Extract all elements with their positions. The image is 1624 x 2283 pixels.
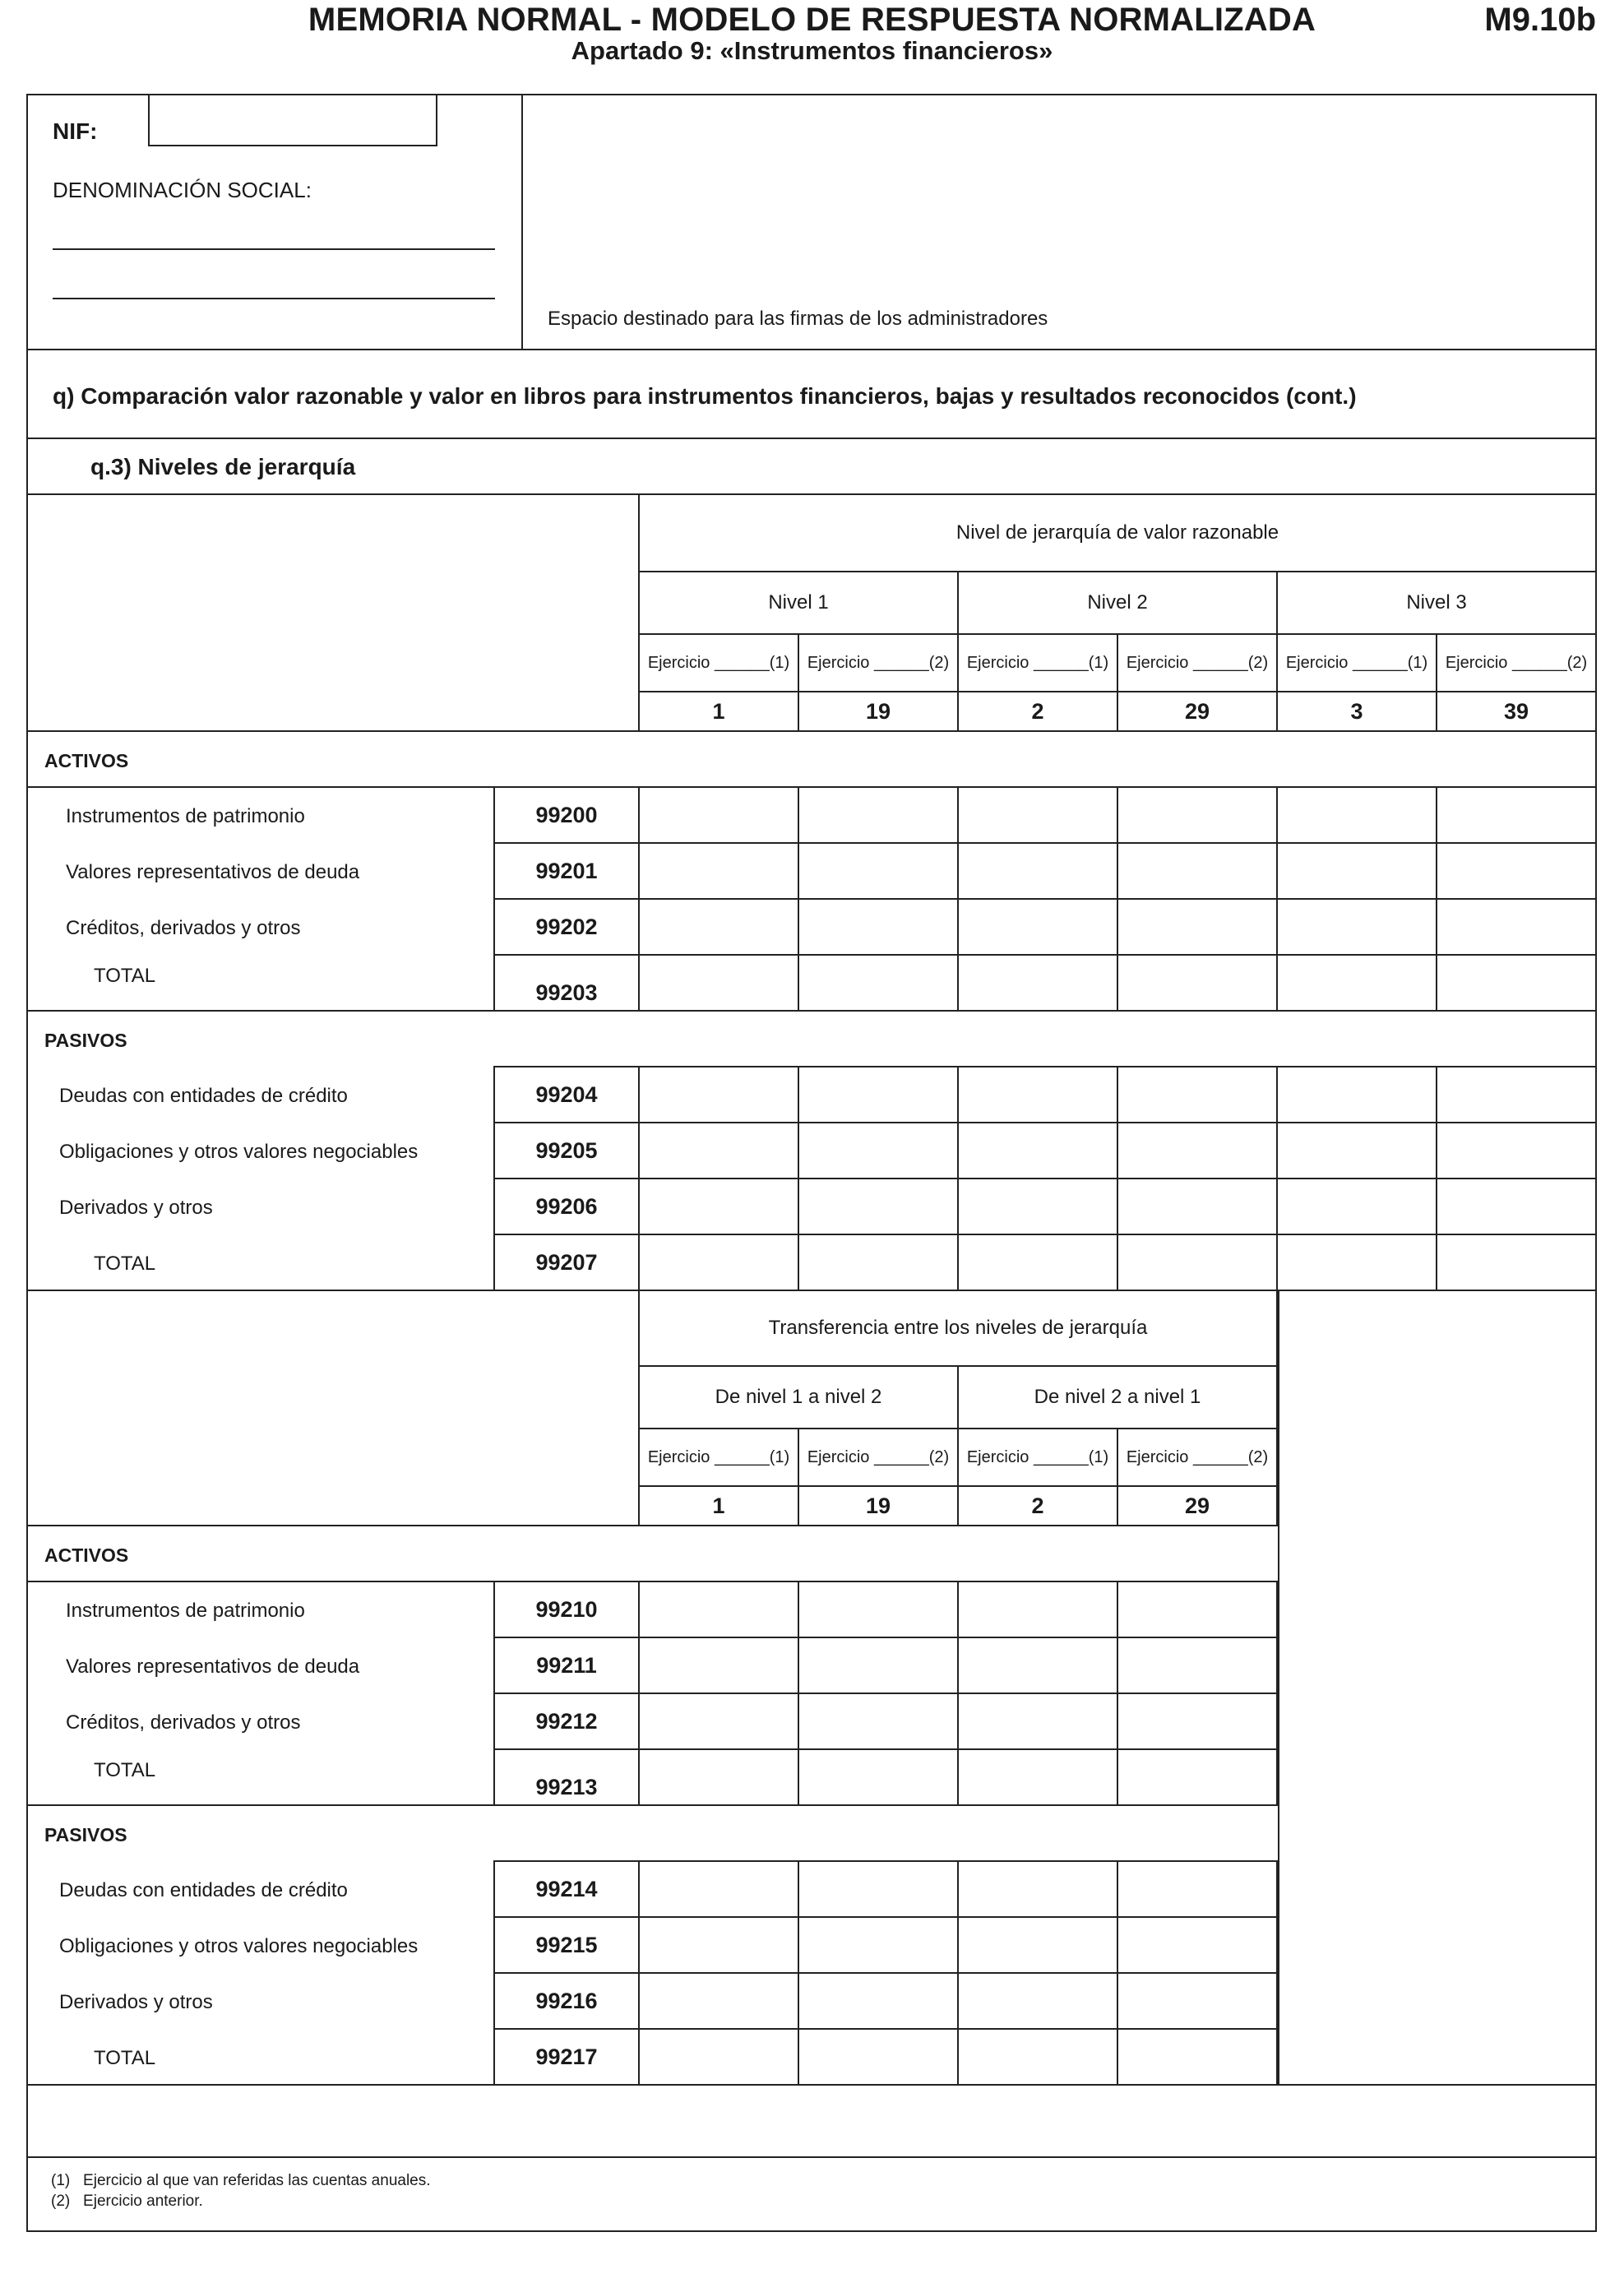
table1-input-cell[interactable]: [798, 786, 959, 844]
table1-input-cell[interactable]: [798, 1234, 959, 1291]
table1-level-2: Nivel 2: [957, 571, 1278, 635]
table1-input-cell[interactable]: [1276, 1178, 1437, 1235]
table1-input-cell[interactable]: [638, 1178, 799, 1235]
table2-input-cell[interactable]: [957, 1748, 1118, 1806]
table2-input-cell[interactable]: [957, 1972, 1118, 2030]
table1-input-cell[interactable]: [798, 954, 959, 1012]
table1-row-label: Deudas con entidades de crédito: [59, 1085, 348, 1107]
identity-divider: [521, 94, 523, 350]
section-title-line: [26, 438, 1597, 439]
section-title: q) Comparación valor razonable y valor en libros para instrumentos financieros, bajas y resultados reconocidos (cont.): [53, 383, 1357, 409]
table2-col-number: 29: [1117, 1485, 1278, 1526]
footnotes-divider: [26, 2156, 1597, 2158]
table2-input-cell[interactable]: [957, 1693, 1118, 1750]
footnote-2: (2) Ejercicio anterior.: [51, 2193, 203, 2210]
table1-level-3: Nivel 3: [1276, 571, 1597, 635]
table1-row-label: Valores representativos de deuda: [66, 861, 360, 883]
nif-label: NIF:: [53, 118, 98, 144]
table1-input-cell[interactable]: [1436, 1234, 1597, 1291]
table2-row-code: 99210: [493, 1581, 640, 1638]
table2-col-number: 1: [638, 1485, 799, 1526]
table2-input-cell[interactable]: [798, 1693, 959, 1750]
table1-activos-bottom: [26, 1010, 1597, 1012]
table1-input-cell[interactable]: [1436, 1122, 1597, 1179]
table2-ejercicio[interactable]: Ejercicio ______(2): [798, 1428, 959, 1487]
table2-input-cell[interactable]: [957, 1916, 1118, 1974]
table2-input-cell[interactable]: [957, 2028, 1118, 2086]
table1-row-code: 99201: [493, 842, 640, 900]
table1-input-cell[interactable]: [957, 1122, 1118, 1179]
table1-row-code: 99200: [493, 786, 640, 844]
table1-input-cell[interactable]: [1276, 1122, 1437, 1179]
table1-input-cell[interactable]: [798, 898, 959, 956]
table1-row-code: 99202: [493, 898, 640, 956]
table1-input-cell[interactable]: [957, 1066, 1118, 1123]
table1-ejercicio[interactable]: Ejercicio ______(2): [1117, 633, 1278, 692]
table1-row-code: 99205: [493, 1122, 640, 1179]
table2-row-code: 99215: [493, 1916, 640, 1974]
table2-right-border: [1278, 1290, 1279, 2086]
table1-input-cell[interactable]: [638, 898, 799, 956]
table2-level-1-to-2: De nivel 1 a nivel 2: [638, 1365, 959, 1429]
table1-input-cell[interactable]: [1276, 842, 1437, 900]
table1-row-label: Créditos, derivados y otros: [66, 917, 301, 939]
table1-input-cell[interactable]: [638, 842, 799, 900]
table2-total-label: TOTAL: [94, 2047, 156, 2069]
form-title: MEMORIA NORMAL - MODELO DE RESPUESTA NORMALIZADA: [308, 2, 1316, 38]
table1-col-number: 39: [1436, 691, 1597, 732]
table1-row-label: Instrumentos de patrimonio: [66, 805, 305, 827]
table2-activos-label: ACTIVOS: [44, 1544, 129, 1566]
table2-col-number: 2: [957, 1485, 1118, 1526]
nif-input[interactable]: [148, 94, 437, 146]
table2-input-cell[interactable]: [638, 1748, 799, 1806]
table1-input-cell[interactable]: [798, 1066, 959, 1123]
table2-bottom: [26, 2084, 1597, 2086]
table1-input-cell[interactable]: [1117, 1122, 1278, 1179]
table1-input-cell[interactable]: [1117, 1234, 1278, 1291]
table2-row-code: 99211: [493, 1637, 640, 1694]
table1-input-cell[interactable]: [1276, 954, 1437, 1012]
identity-bottom-line: [26, 349, 1597, 350]
table1-input-cell[interactable]: [1117, 1066, 1278, 1123]
table2-input-cell[interactable]: [798, 1860, 959, 1918]
table1-pasivos-label: PASIVOS: [44, 1030, 127, 1051]
table2-row-label: Instrumentos de patrimonio: [66, 1600, 305, 1622]
table2-input-cell[interactable]: [798, 1748, 959, 1806]
table2-input-cell[interactable]: [798, 1581, 959, 1638]
table2-row-code: 99216: [493, 1972, 640, 2030]
table2-row-code: 99217: [493, 2028, 640, 2086]
table2-input-cell[interactable]: [798, 1972, 959, 2030]
table2-activos-bottom: [26, 1804, 1279, 1806]
table1-col-number: 2: [957, 691, 1118, 732]
table1-ejercicio[interactable]: Ejercicio ______(1): [1276, 633, 1437, 692]
denominacion-line-1[interactable]: [53, 248, 495, 250]
table2-input-cell[interactable]: [638, 2028, 799, 2086]
table2-input-cell[interactable]: [1117, 1916, 1278, 1974]
table1-row-code: 99207: [493, 1234, 640, 1291]
table2-ejercicio[interactable]: Ejercicio ______(2): [1117, 1428, 1278, 1487]
table1-col-number: 3: [1276, 691, 1437, 732]
table1-total-label: TOTAL: [94, 1253, 156, 1275]
footnote-1: (1) Ejercicio al que van referidas las cuentas anuales.: [51, 2172, 431, 2189]
table1-row-label: Obligaciones y otros valores negociables: [59, 1141, 419, 1163]
table2-ejercicio[interactable]: Ejercicio ______(1): [638, 1428, 799, 1487]
table2-input-cell[interactable]: [1117, 1637, 1278, 1694]
table1-input-cell[interactable]: [1276, 898, 1437, 956]
table2-total-label: TOTAL: [94, 1759, 156, 1781]
table2-input-cell[interactable]: [1117, 1693, 1278, 1750]
table1-input-cell[interactable]: [1436, 954, 1597, 1012]
table1-input-cell[interactable]: [1276, 786, 1437, 844]
section-subtitle: q.3) Niveles de jerarquía: [90, 454, 356, 479]
table1-col-number: 1: [638, 691, 799, 732]
table2-input-cell[interactable]: [638, 1972, 799, 2030]
table1-col-number: 19: [798, 691, 959, 732]
table2-input-cell[interactable]: [957, 1581, 1118, 1638]
table1-row-code: 99206: [493, 1178, 640, 1235]
table2-row-label: Valores representativos de deuda: [66, 1656, 360, 1678]
table2-input-cell[interactable]: [638, 1581, 799, 1638]
table2-input-cell[interactable]: [638, 1693, 799, 1750]
table1-group-header: Nivel de jerarquía de valor razonable: [638, 493, 1597, 572]
table2-ejercicio[interactable]: Ejercicio ______(1): [957, 1428, 1118, 1487]
table1-input-cell[interactable]: [798, 842, 959, 900]
table1-input-cell[interactable]: [1436, 1066, 1597, 1123]
table2-row-label: Deudas con entidades de crédito: [59, 1879, 348, 1901]
table1-row-code: 99203: [493, 954, 640, 1012]
table2-row-code: 99213: [493, 1748, 640, 1806]
table1-input-cell[interactable]: [1117, 954, 1278, 1012]
denominacion-label: DENOMINACIÓN SOCIAL:: [53, 178, 312, 202]
form-code: M9.10b: [1484, 2, 1596, 38]
table2-input-cell[interactable]: [1117, 1748, 1278, 1806]
table1-ejercicio[interactable]: Ejercicio ______(1): [957, 633, 1118, 692]
table2-input-cell[interactable]: [1117, 1860, 1278, 1918]
table2-pasivos-label: PASIVOS: [44, 1824, 127, 1845]
table1-input-cell[interactable]: [638, 1122, 799, 1179]
table2-row-code: 99212: [493, 1693, 640, 1750]
table1-ejercicio[interactable]: Ejercicio ______(2): [1436, 633, 1597, 692]
table2-input-cell[interactable]: [957, 1860, 1118, 1918]
table1-input-cell[interactable]: [1436, 786, 1597, 844]
table1-header-bottom: [26, 730, 1597, 732]
table1-col-number: 29: [1117, 691, 1278, 732]
table2-input-cell[interactable]: [957, 1637, 1118, 1694]
table2-input-cell[interactable]: [798, 1916, 959, 1974]
table2-header-bottom: [26, 1525, 1279, 1526]
table2-input-cell[interactable]: [638, 1637, 799, 1694]
table2-col-number: 19: [798, 1485, 959, 1526]
table2-level-2-to-1: De nivel 2 a nivel 1: [957, 1365, 1278, 1429]
table2-row-label: Derivados y otros: [59, 1991, 213, 2013]
table1-level-1: Nivel 1: [638, 571, 959, 635]
table1-activos-label: ACTIVOS: [44, 750, 129, 771]
table1-input-cell[interactable]: [638, 786, 799, 844]
table1-input-cell[interactable]: [1276, 1234, 1437, 1291]
table2-input-cell[interactable]: [638, 1916, 799, 1974]
table2-input-cell[interactable]: [638, 1860, 799, 1918]
table1-input-cell[interactable]: [1117, 1178, 1278, 1235]
table2-input-cell[interactable]: [1117, 1581, 1278, 1638]
table1-input-cell[interactable]: [638, 1066, 799, 1123]
table1-input-cell[interactable]: [1117, 786, 1278, 844]
table1-input-cell[interactable]: [957, 1178, 1118, 1235]
table2-input-cell[interactable]: [798, 1637, 959, 1694]
table2-group-header: Transferencia entre los niveles de jerarquía: [638, 1290, 1278, 1367]
table1-ejercicio[interactable]: Ejercicio ______(2): [798, 633, 959, 692]
signature-note: Espacio destinado para las firmas de los administradores: [548, 308, 1048, 330]
denominacion-line-2[interactable]: [53, 298, 495, 299]
table1-input-cell[interactable]: [1436, 842, 1597, 900]
table1-input-cell[interactable]: [957, 1234, 1118, 1291]
table1-row-label: Derivados y otros: [59, 1197, 213, 1219]
table1-input-cell[interactable]: [1117, 842, 1278, 900]
table2-input-cell[interactable]: [1117, 2028, 1278, 2086]
table1-ejercicio[interactable]: Ejercicio ______(1): [638, 633, 799, 692]
table2-input-cell[interactable]: [1117, 1972, 1278, 2030]
table1-input-cell[interactable]: [957, 786, 1118, 844]
table1-input-cell[interactable]: [957, 842, 1118, 900]
table2-row-code: 99214: [493, 1860, 640, 1918]
table1-input-cell[interactable]: [638, 954, 799, 1012]
table1-input-cell[interactable]: [1436, 898, 1597, 956]
table1-input-cell[interactable]: [1276, 1066, 1437, 1123]
table1-input-cell[interactable]: [957, 898, 1118, 956]
form-subtitle: Apartado 9: «Instrumentos financieros»: [571, 36, 1053, 65]
table1-input-cell[interactable]: [798, 1122, 959, 1179]
table1-input-cell[interactable]: [798, 1178, 959, 1235]
table1-input-cell[interactable]: [1436, 1178, 1597, 1235]
table2-row-label: Créditos, derivados y otros: [66, 1711, 301, 1734]
table1-input-cell[interactable]: [638, 1234, 799, 1291]
table2-row-label: Obligaciones y otros valores negociables: [59, 1935, 419, 1957]
table2-input-cell[interactable]: [798, 2028, 959, 2086]
table1-total-label: TOTAL: [94, 965, 156, 987]
table1-input-cell[interactable]: [957, 954, 1118, 1012]
table1-row-code: 99204: [493, 1066, 640, 1123]
table1-input-cell[interactable]: [1117, 898, 1278, 956]
